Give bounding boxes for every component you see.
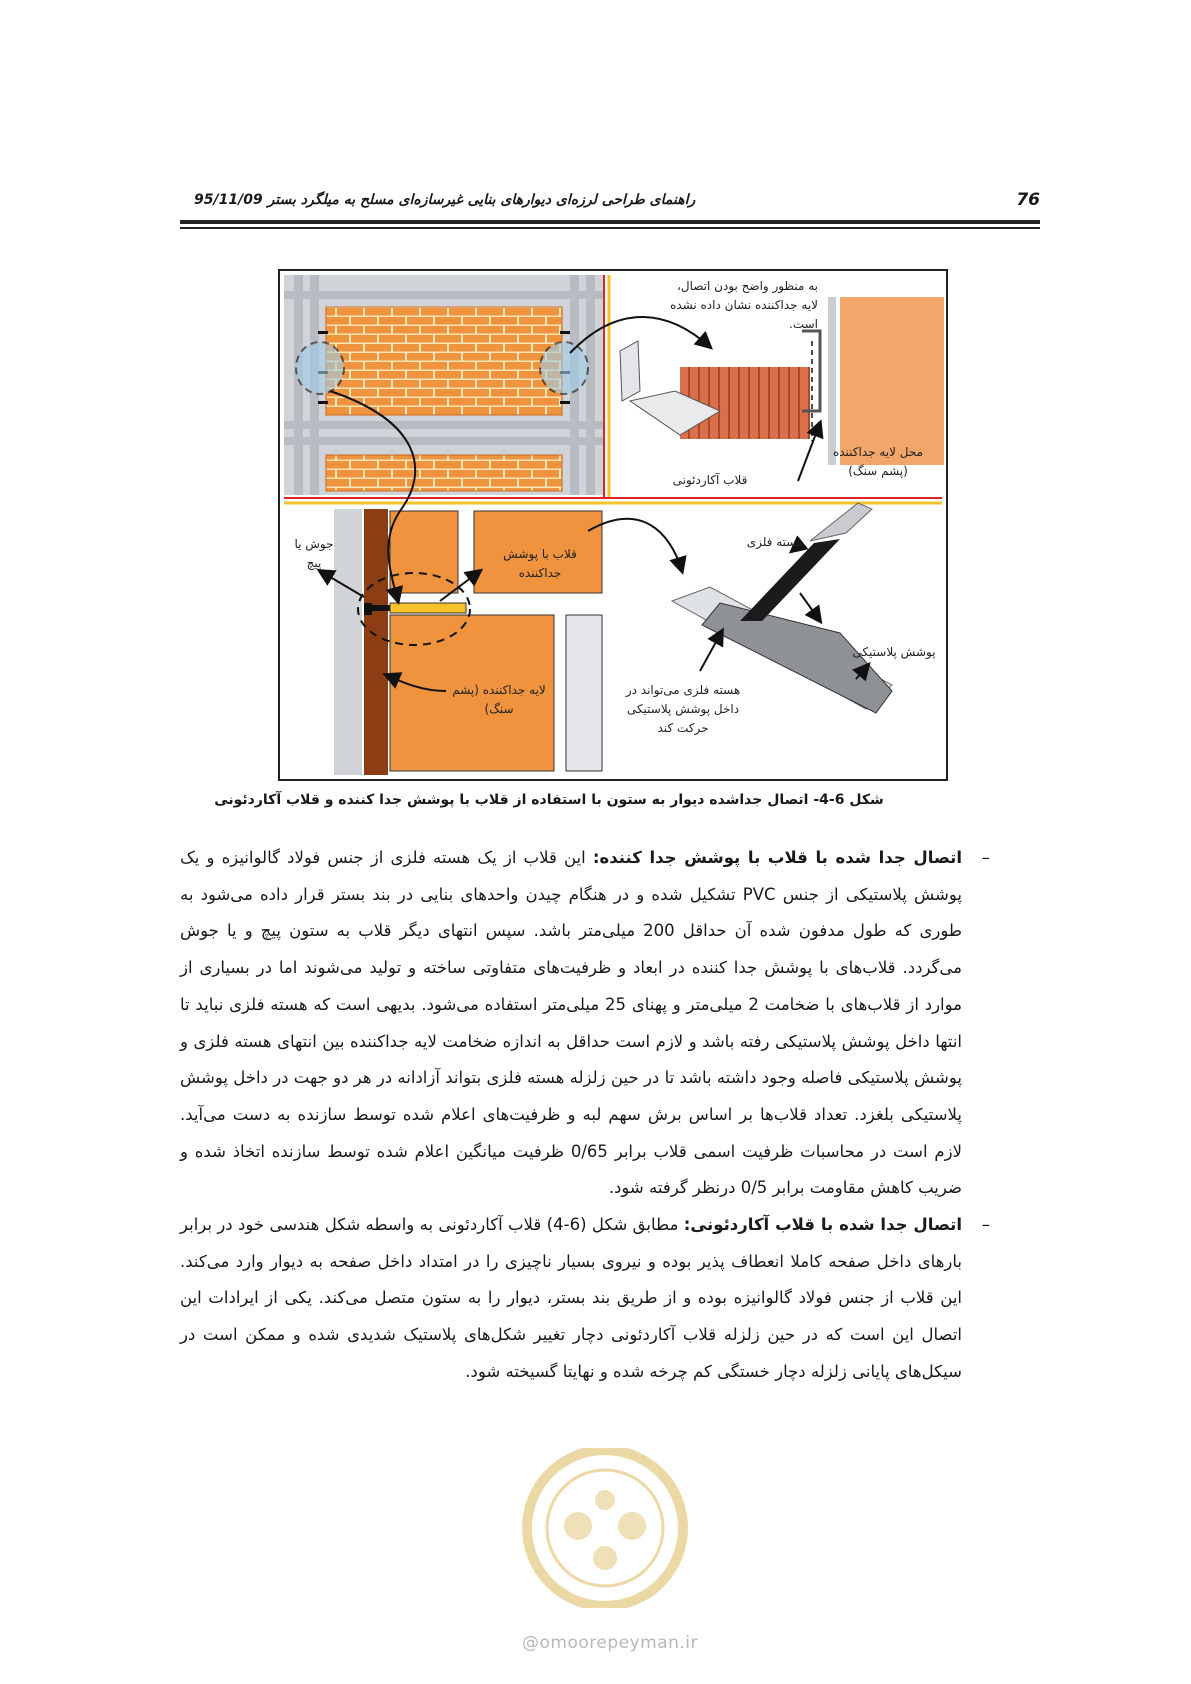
note-label: به منظور واضح بودن اتصال، لایه جداکننده نشان داده نشده است.	[670, 279, 818, 332]
paragraph-text: مطابق شکل (6-4) قلاب آکاردئونی به واسطه شکل هندسی خود در برابر بارهای داخل صفحه کاملا انعطاف پذیر بوده و نیروی بسیار ناچیزی را در امتداد داخل صفحه به دیوار وارد می‌کند. این قلاب از جنس فولاد گالوانیزه بوده و از طریق بند بستر، دیوار را به ستون متصل می‌کند. یکی از ایرادات این اتصال این است که در حین زلزله قلاب آکاردئونی دچار تغییر شکل‌های پلاستیک شدیدی شده و ممکن است در سیکل‌های پایانی زلزله دچار خستگی کم چرخه شده و نهایتا گسیخته شود.	[180, 1215, 962, 1381]
separator-location-label: محل لایه جداکننده (پشم سنگ)	[832, 445, 924, 479]
bullet-dash: –	[981, 1215, 990, 1235]
page-number: 76	[1016, 190, 1040, 210]
paragraph-lead: اتصال جدا شده با قلاب با پوشش جدا کننده:	[592, 848, 962, 867]
figure-frame	[278, 269, 948, 781]
page-header	[180, 190, 1040, 230]
paragraph-accordion-hook	[180, 1207, 990, 1391]
figure-illustration	[280, 271, 946, 779]
plastic-sleeve-label: پوشش پلاستیکی	[852, 645, 936, 659]
core-moves-label: هسته فلزی می‌تواند در داخل پوشش پلاستیکی حرکت کند	[625, 683, 741, 736]
wall-frame-elevation	[284, 275, 604, 495]
separator-layer-label: لایه جداکننده (پشم سنگ)	[452, 683, 546, 717]
header-rule-thin	[180, 227, 1040, 229]
sleeved-hook-label: قلاب با پوشش جداکننده	[503, 547, 577, 581]
paragraph-text: این قلاب از یک هسته فلزی از جنس فولاد گالوانیزه و یک پوشش پلاستیکی از جنس PVC تشکیل شده و در هنگام چیدن واحدهای بنایی در بند بستر قرار داده می‌شود به طوری که طول مدفون شده آن حداقل 200 میلی‌متر باشد. سپس انتهای دیگر قلاب به ستون پیچ و یا جوش می‌گردد. قلاب‌های با پوشش جدا کننده در ابعاد و ظرفیت‌های متفاوتی ساخته و تولید می‌شوند اما در بسیاری از موارد از قلاب‌های با ضخامت 2 میلی‌متر و پهنای 25 میلی‌متر استفاده می‌شود. بدیهی است که هسته فلزی نباید تا انتها داخل پوشش پلاستیکی رفته باشد و لازم است حداقل به اندازه ضخامت لایه جداکننده بین انتهای هسته فلزی و پوشش پلاستیکی فاصله وجود داشته باشد تا در حین زلزله هسته فلزی بتواند آزادانه در هر دو جهت در داخل پوشش پلاستیکی بلغزد. تعداد قلاب‌ها بر اساس برش سهم لبه و ظرفیت‌های اعلام شده توسط سازنده به دست می‌آید. لازم است در محاسبات ظرفیت اسمی قلاب برابر 0/65 ظرفیت میانگین اعلام شده توسط سازنده اتخاذ شده و ضریب کاهش مقاومت برابر 0/5 درنظر گرفته شود.	[180, 848, 962, 1198]
weld-or-screw-label: جوش یا پیچ	[294, 537, 334, 571]
accordion-hook-label: قلاب آکاردئونی	[672, 473, 748, 487]
header-date: 95/11/09	[194, 192, 263, 208]
paragraph-lead: اتصال جدا شده با قلاب آکاردئونی:	[683, 1215, 962, 1235]
running-title	[180, 192, 695, 208]
paragraph-sleeved-hook	[180, 840, 990, 1207]
header-title: راهنمای طراحی لرزه‌ای دیوارهای بنایی غیرسازه‌ای مسلح به میلگرد بستر	[267, 192, 696, 208]
watermark-site: @omoorepeyman.ir	[521, 1633, 699, 1653]
bullet-dash: –	[981, 848, 990, 867]
header-rule-thick	[180, 220, 1040, 224]
metal-core-label: هسته فلزی	[746, 535, 804, 549]
figure-caption: شکل 6-4- اتصال جداشده دیوار به ستون با استفاده از قلاب با پوشش جدا کننده و قلاب آکاردئونی	[214, 792, 884, 808]
watermark-seal	[490, 1448, 720, 1608]
body-text	[180, 840, 990, 1391]
